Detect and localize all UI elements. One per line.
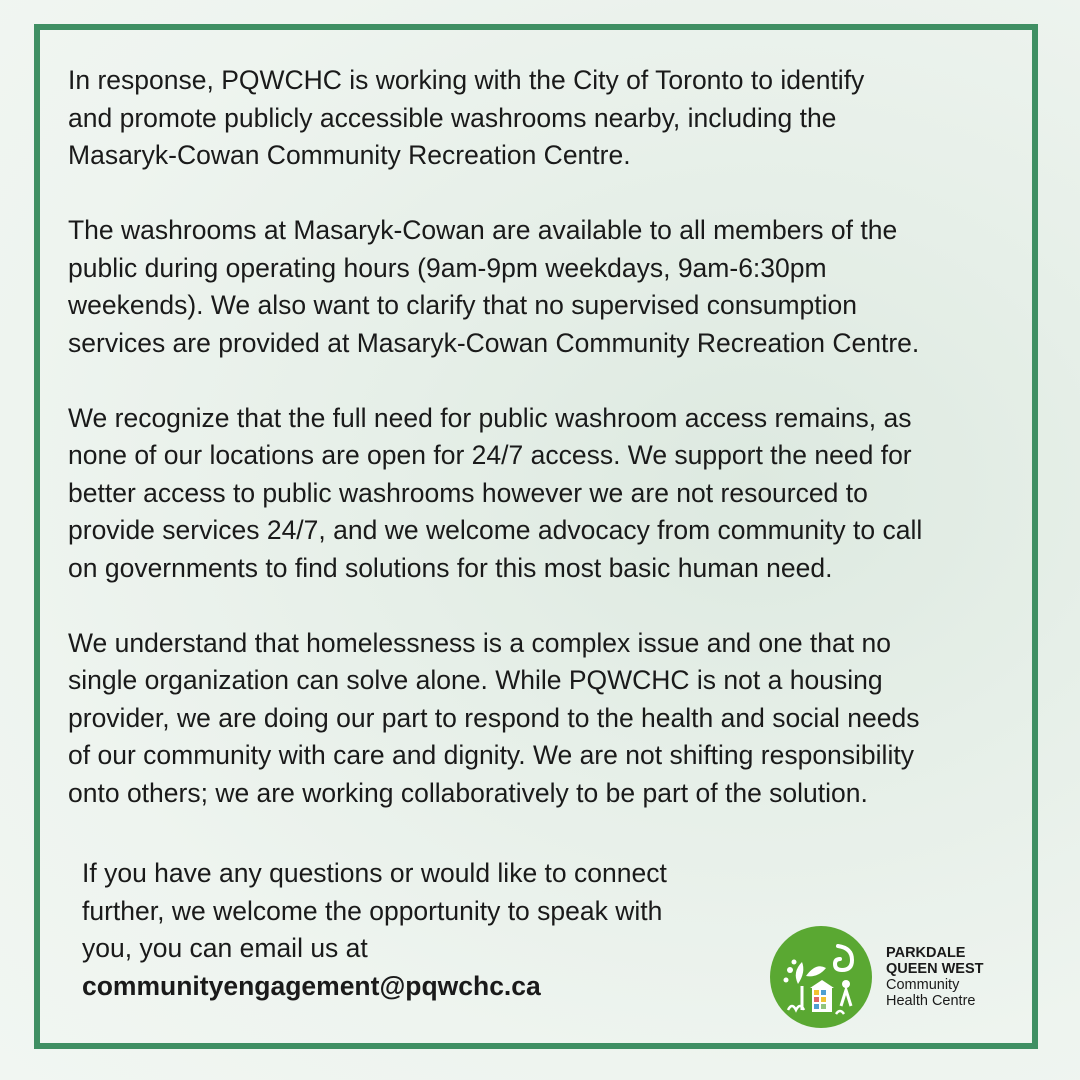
paragraph-washroom-hours: The washrooms at Masaryk-Cowan are available to all members of the public during operating hours (9am-9pm weekdays, 9am-6:30pm weekends). We also want to clarify that no supervised consumption services are provided at Masaryk-Cowan Community Recreation Centre. <box>68 215 920 358</box>
paragraph-response: In response, PQWCHC is working with the City of Toronto to identify and promote publicly accessible washrooms nearby, including the Masaryk-Cowan Community Recreation Centre. <box>68 65 865 170</box>
logo-line-health-centre: Health Centre <box>886 993 976 1009</box>
contact-line-1: If you have any questions or would like to connect <box>82 858 667 888</box>
paragraph-washroom-access: We recognize that the full need for public washroom access remains, as none of our locations are open for 24/7 access. We support the need for better access to public washrooms however we are not resourced to provide services 24/7, and we welcome advocacy from community to call on governments to find solutions for this most basic human need. <box>68 402 923 583</box>
logo-line-queen-west: QUEEN WEST <box>886 961 984 977</box>
statement-body <box>68 62 1028 850</box>
logo-line-community: Community <box>886 977 960 993</box>
logo-wordmark <box>886 945 983 1009</box>
contact-line-2: further, we welcome the opportunity to speak with <box>82 895 663 926</box>
contact-email-link[interactable]: communityengagement@pqwchc.ca <box>82 970 541 1001</box>
pqwchc-logo <box>768 924 983 1030</box>
contact-section <box>82 855 762 1005</box>
paragraph-homelessness: We understand that homelessness is a complex issue and one that no single organization can solve alone. While PQWCHC is not a housing provider, we are doing our part to respond to the health and social needs of our community with care and dignity. We are not shifting responsibility onto others; we are working collaboratively to be part of the solution. <box>68 627 920 808</box>
logo-mark-icon <box>768 924 874 1030</box>
logo-line-parkdale: PARKDALE <box>886 945 966 961</box>
contact-line-3: you, you can email us at <box>82 933 368 963</box>
